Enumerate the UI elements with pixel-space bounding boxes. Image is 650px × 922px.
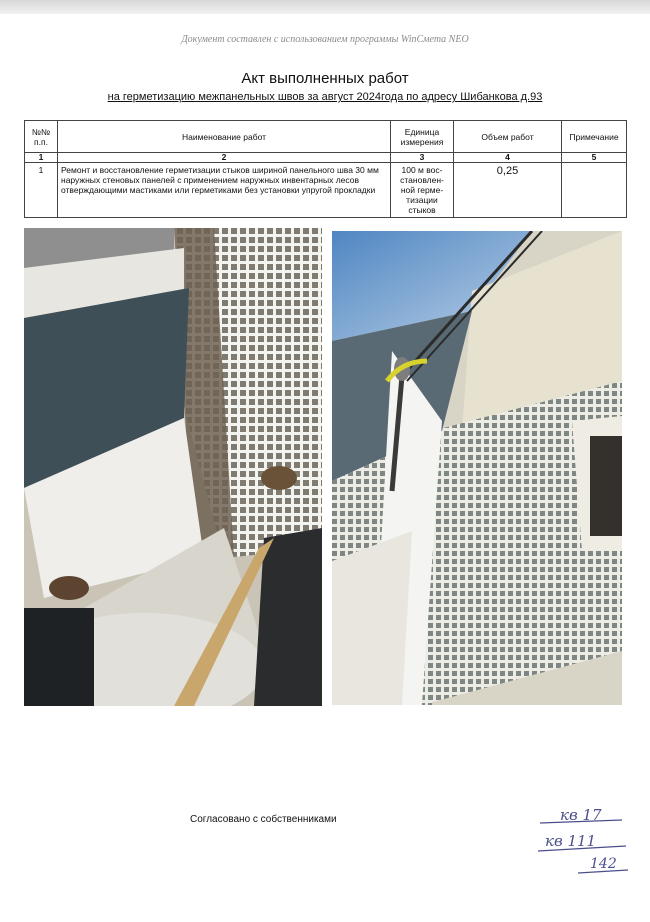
handwritten-signature: кв 17 bbox=[560, 806, 602, 824]
document-subtitle: на герметизацию межпанельных швов за август 2024года по адресу Шибанкова д.93 bbox=[107, 91, 543, 103]
column-number: 4 bbox=[454, 153, 562, 163]
column-number: 1 bbox=[25, 153, 58, 163]
table-header-row bbox=[25, 121, 627, 153]
header-volume: Объем работ bbox=[454, 121, 562, 153]
column-number: 5 bbox=[562, 153, 627, 163]
column-number-row bbox=[25, 153, 627, 163]
row-work-name: Ремонт и восстановление герметизации стыков шириной панельного шва 30 мм наружных стеновых панелей с применением наружных инвентарных лесов отверждающими мастиками или герметиками без установки упругой прокладки bbox=[58, 163, 391, 218]
row-num: 1 bbox=[25, 163, 58, 218]
header-num: №№ п.п. bbox=[25, 121, 58, 153]
agreed-with-owners-label: Согласовано с собственниками bbox=[190, 814, 337, 825]
row-volume: 0,25 bbox=[454, 163, 562, 218]
row-note bbox=[562, 163, 627, 218]
software-note: Документ составлен с использованием программы WinСмета NEO bbox=[181, 34, 469, 45]
scan-top-strip bbox=[0, 0, 650, 14]
row-unit: 100 м вос-становлен-ной герме-тизации стыков bbox=[391, 163, 454, 218]
table-row bbox=[25, 163, 627, 218]
column-number: 2 bbox=[58, 153, 391, 163]
header-note: Примечание bbox=[562, 121, 627, 153]
handwritten-signature: 142 bbox=[590, 856, 617, 872]
handwritten-signature: кв 111 bbox=[545, 832, 597, 850]
header-unit: Единица измерения bbox=[391, 121, 454, 153]
works-table bbox=[24, 120, 627, 218]
header-name: Наименование работ bbox=[58, 121, 391, 153]
photo-right bbox=[332, 231, 622, 705]
photo-left bbox=[24, 228, 322, 706]
document-title: Акт выполненных работ bbox=[241, 70, 409, 87]
column-number: 3 bbox=[391, 153, 454, 163]
